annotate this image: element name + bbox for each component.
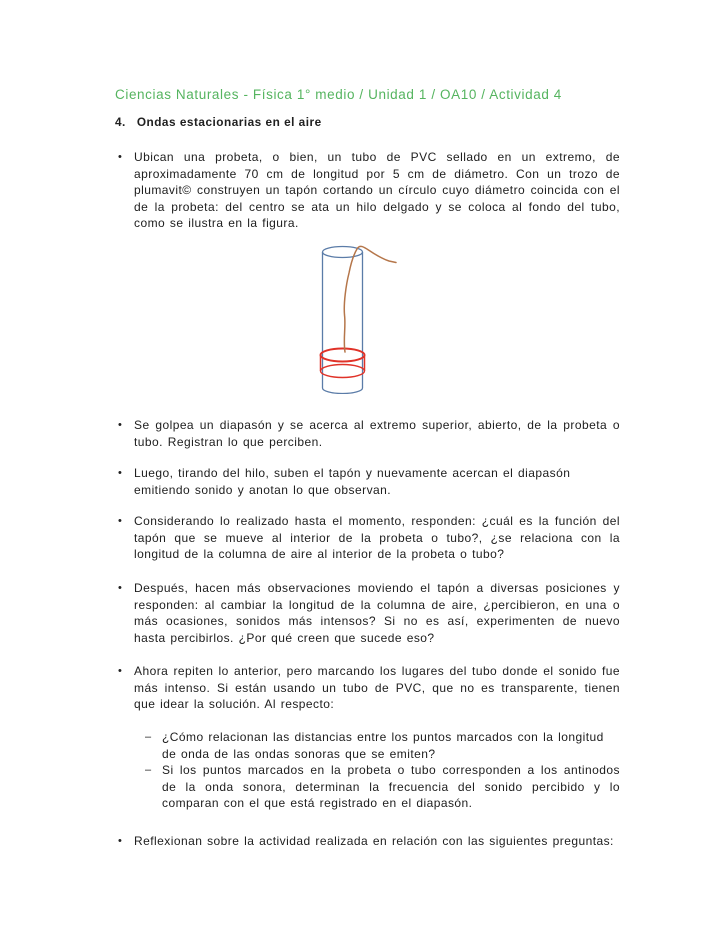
breadcrumb: Ciencias Naturales - Física 1° medio / Unidad 1 / OA10 / Actividad 4 bbox=[115, 87, 562, 102]
bullet-marker: • bbox=[118, 835, 123, 847]
bullet-text: Luego, tirando del hilo, suben el tapón y nuevamente acercan el diapasón emitiendo sonido y anotan lo que observan. bbox=[134, 466, 571, 497]
tube-plug-thread-drawing bbox=[315, 241, 410, 394]
sub-bullet-item bbox=[145, 729, 620, 762]
section-title: Ondas estacionarias en el aire bbox=[136, 115, 322, 129]
bullet-item bbox=[118, 465, 620, 498]
bullet-text: Reflexionan sobre la actividad realizada en relación con las siguientes preguntas: bbox=[134, 834, 614, 848]
bullet-text: Se golpea un diapasón y se acerca al extremo superior, abierto, de la probeta o tubo. Registran lo que perciben. bbox=[134, 418, 620, 449]
bullet-text: Considerando lo realizado hasta el momento, responden: ¿cuál es la función del tapón que se mueve al interior de la probeta o tubo?, ¿se relaciona con la longitud de la columna de aire al interior de la probeta o tubo? bbox=[134, 514, 620, 562]
sub-bullet-item bbox=[145, 762, 620, 812]
bullet-item bbox=[118, 580, 620, 646]
bullet-marker: • bbox=[118, 419, 123, 431]
bullet-item bbox=[118, 833, 620, 850]
bullet-marker: • bbox=[118, 467, 123, 479]
bullet-marker: • bbox=[118, 515, 123, 527]
thread-line bbox=[344, 246, 396, 352]
bullet-item bbox=[118, 149, 620, 232]
bullet-text: Después, hacen más observaciones moviendo el tapón a diversas posiciones y responden: al cambiar la longitud de la columna de aire, ¿percibieron, en una o más ocasiones, sonidos más intensos? Si no es así, experimenten de nuevo hasta percibirlos. ¿Por qué creen que sucede eso? bbox=[134, 581, 620, 645]
section-number: 4. bbox=[115, 115, 126, 129]
probeta-figure bbox=[315, 241, 410, 394]
bullet-text: Ubican una probeta, o bien, un tubo de PVC sellado en un extremo, de aproximadamente 70 cm de longitud por 5 cm de diámetro. Con un trozo de plumavit© construyen un tapón cortando un círculo cuyo diámetro coincida con el de la probeta: del centro se ata un hilo delgado y se coloca al fondo del tubo, como se ilustra en la figura. bbox=[134, 150, 620, 231]
bullet-item bbox=[118, 513, 620, 563]
bullet-marker: • bbox=[118, 665, 123, 677]
dash-marker: – bbox=[145, 731, 152, 743]
sub-bullet-text: ¿Cómo relacionan las distancias entre los puntos marcados con la longitud de onda de las ondas sonoras que se emiten? bbox=[162, 730, 604, 761]
bullet-item bbox=[118, 417, 620, 450]
sub-bullet-text: Si los puntos marcados en la probeta o tubo corresponden a los antinodos de la onda sonora, determinan la frecuencia del sonido percibido y lo comparan con el que está registrado en el diapasón. bbox=[162, 763, 620, 811]
bullet-marker: • bbox=[118, 151, 123, 163]
bullet-text: Ahora repiten lo anterior, pero marcando los lugares del tubo donde el sonido fue más intenso. Si están usando un tubo de PVC, que no es transparente, tienen que idear la solución. Al respecto: bbox=[134, 664, 620, 712]
bullet-marker: • bbox=[118, 582, 123, 594]
dash-marker: – bbox=[145, 764, 152, 776]
page-title bbox=[115, 115, 322, 129]
bullet-item bbox=[118, 663, 620, 713]
